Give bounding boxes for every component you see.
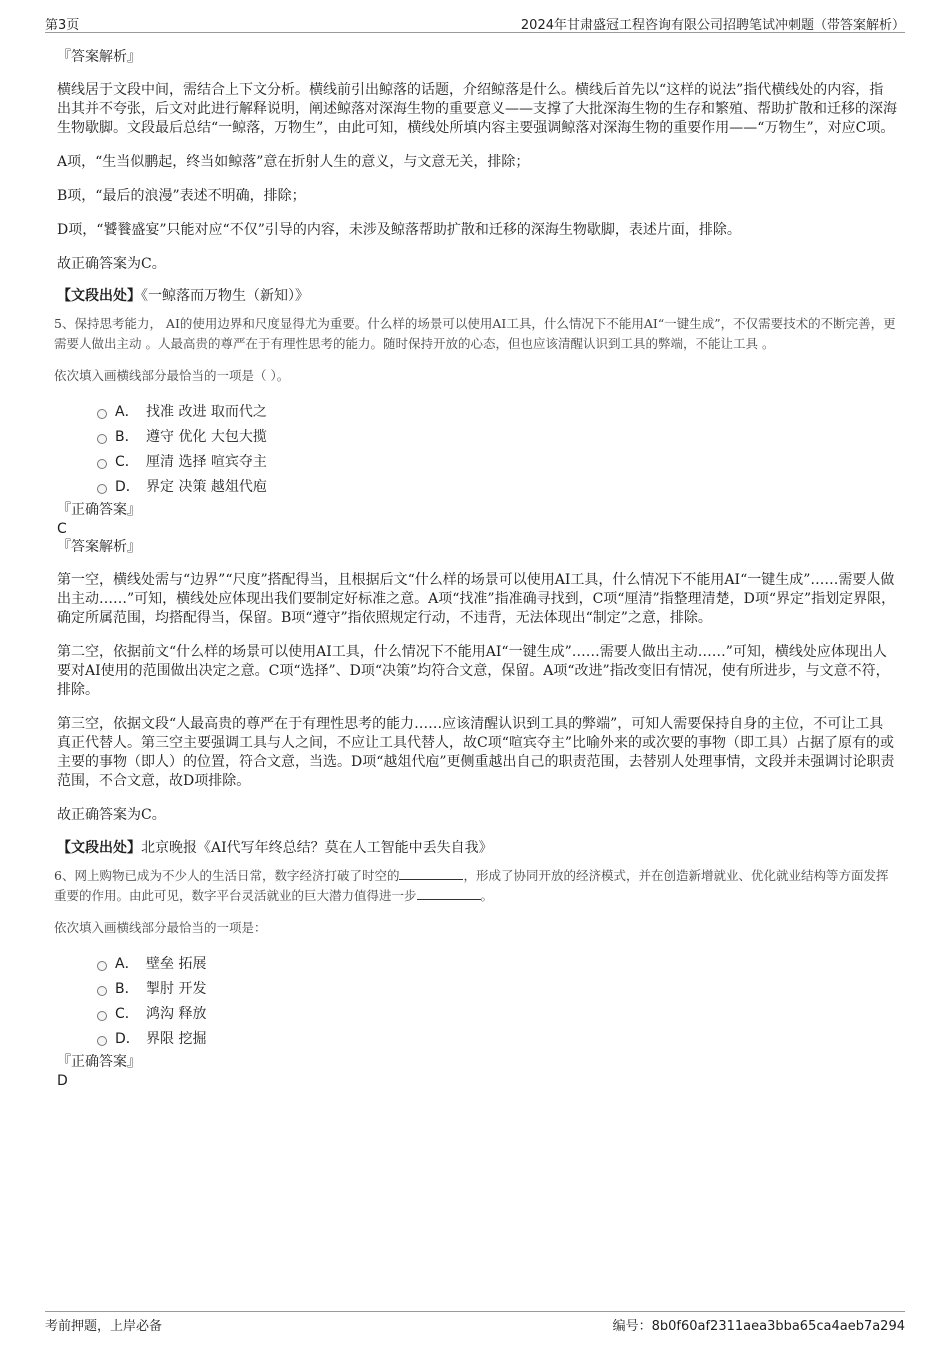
radio-button[interactable] [97, 961, 107, 971]
blank-line [417, 887, 481, 900]
source-text: 北京晚报《AI代写年终总结？莫在人工智能中丢失自我》 [141, 840, 493, 856]
analysis-paragraph: B项，“最后的浪漫”表述不明确，排除； [57, 188, 306, 204]
blank-line [399, 867, 463, 880]
correct-answer: D [57, 1073, 68, 1089]
document-id: 编号：8b0f60af2311aea3bba65ca4aeb7a294 [612, 1319, 905, 1334]
option-a[interactable]: A． 壁垒 拓展 [97, 952, 897, 977]
analysis-paragraph: 横线居于文段中间，需结合上下文分析。横线前引出鲸落的话题，介绍鲸落是什么。横线后首先以“这样的说法”指代横线处的内容，指出其并不夸张，后文对此进行解释说明，阐述鲸落对深海生物的重要意义——支撑了大批深海生物的生存和繁殖、帮助扩散和迁移的深海生物歇脚。文段最后总结“一鲸落，万物生”，由此可知，横线处所填内容主要强调鲸落对深海生物的重要作用——“万物生”，对应C项。 [57, 82, 897, 136]
option-b[interactable]: B． 遵守 优化 大包大揽 [97, 425, 897, 450]
question-prompt: 依次填入画横线部分最恰当的一项是： [54, 920, 267, 935]
radio-button[interactable] [97, 1011, 107, 1021]
option-c[interactable]: C． 鸿沟 释放 [97, 1002, 897, 1027]
source-text: 《一鲸落而万物生（新知）》 [141, 288, 309, 304]
question-stem: 5、保持思考能力， AI的使用边界和尺度显得尤为重要。什么样的场景可以使用AI工具，什么情况下不能用AI“一键生成”，不仅需要技术的不断完善，更需要人做出主动 。人最高贵的尊严在于有理性思考的能力。随时保持开放的心态，但也应该清醒认识到工具的弊端，不能让工具 。 [54, 316, 896, 351]
source-label: 【文段出处】 [57, 288, 141, 304]
radio-button[interactable] [97, 484, 107, 494]
page-footer [45, 1311, 905, 1334]
option-list [97, 952, 897, 1052]
question-stem: 6、网上购物已成为不少人的生活日常，数字经济打破了时空的 ，形成了协同开放的经济模式，并在创造新增就业、优化就业结构等方面发挥重要的作用。由此可见，数字平台灵活就业的巨大潜力值得进一步 。 [54, 868, 889, 903]
radio-button[interactable] [97, 459, 107, 469]
page-header [45, 12, 905, 33]
analysis-label: 『答案解析』 [57, 49, 141, 65]
conclusion: 故正确答案为C。 [57, 807, 166, 823]
radio-button[interactable] [97, 409, 107, 419]
analysis-paragraph: A项，“生当似鹏起，终当如鲸落”意在折射人生的意义，与文意无关，排除； [57, 154, 530, 170]
radio-button[interactable] [97, 986, 107, 996]
radio-button[interactable] [97, 1036, 107, 1046]
footer-slogan: 考前押题，上岸必备 [45, 1319, 163, 1334]
answer-label: 『正确答案』 [57, 502, 141, 518]
analysis-paragraph: 第二空，依据前文“什么样的场景可以使用AI工具，什么情况下不能用AI“一键生成”……需要人做出主动……”可知，横线处应体现出人要对AI使用的范围做出决定之意。C项“选择”、D项“决策”均符合文意，保留。A项“改进”指改变旧有情况，使有所进步，与文意不符，排除。 [57, 644, 890, 698]
option-list [97, 400, 897, 500]
page-number: 第3页 [45, 18, 80, 33]
answer-label: 『正确答案』 [57, 1054, 141, 1070]
source-citation [57, 839, 897, 858]
question-prompt: 依次填入画横线部分最恰当的一项是（ ）。 [54, 368, 290, 383]
conclusion: 故正确答案为C。 [57, 256, 166, 272]
page-content [54, 48, 897, 1090]
option-d[interactable]: D． 界限 挖掘 [97, 1027, 897, 1052]
analysis-paragraph: D项，“饕餮盛宴”只能对应“不仅”引导的内容，未涉及鲸落帮助扩散和迁移的深海生物歇脚，表述片面，排除。 [57, 222, 741, 238]
source-citation [57, 287, 897, 306]
document-title: 2024年甘肃盛冠工程咨询有限公司招聘笔试冲刺题（带答案解析） [520, 18, 905, 33]
option-d[interactable]: D． 界定 决策 越俎代庖 [97, 475, 897, 500]
source-label: 【文段出处】 [57, 840, 141, 856]
option-b[interactable]: B． 掣肘 开发 [97, 977, 897, 1002]
radio-button[interactable] [97, 434, 107, 444]
option-a[interactable]: A． 找准 改进 取而代之 [97, 400, 897, 425]
correct-answer: C [57, 521, 67, 537]
option-c[interactable]: C． 厘清 选择 喧宾夺主 [97, 450, 897, 475]
analysis-paragraph: 第三空，依据文段“人最高贵的尊严在于有理性思考的能力……应该清醒认识到工具的弊端”，可知人需要保持自身的主位，不可让工具真正代替人。第三空主要强调工具与人之间，不应让工具代替人，故C项“喧宾夺主”比喻外来的或次要的事物（即工具）占据了原有的或主要的事物（即人）的位置，符合文意，当选。D项“越俎代庖”更侧重越出自己的职责范围，去替别人处理事情，文段并未强调讨论职责范围，不合文意，故D项排除。 [57, 716, 895, 789]
analysis-paragraph: 第一空，横线处需与“边界”“尺度”搭配得当，且根据后文“什么样的场景可以使用AI工具，什么情况下不能用AI“一键生成”……需要人做出主动……”可知，横线处应体现出我们要制定好标准之意。A项“找准”指准确寻找到，C项“厘清”指整理清楚，D项“界定”指划定界限，确定所属范围，均搭配得当，保留。B项“遵守”指依照规定行动，不违背，无法体现出“制定”之意，排除。 [57, 572, 896, 626]
analysis-label: 『答案解析』 [57, 539, 141, 555]
